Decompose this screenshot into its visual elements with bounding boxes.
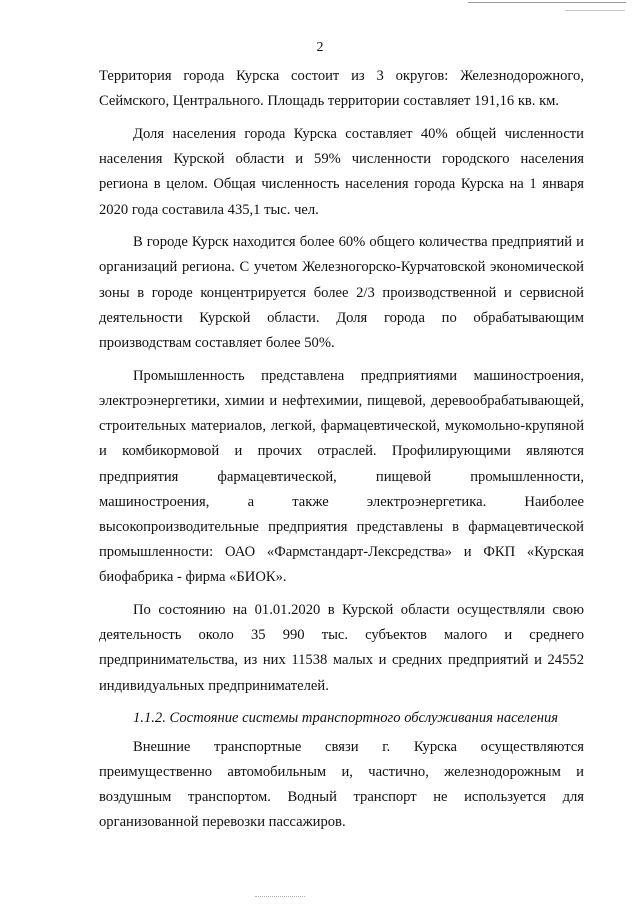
scan-artifact-line (255, 896, 305, 897)
paragraph-transport: Внешние транспортные связи г. Курска осуществляются преимущественно автомобильным и, частично, железнодорожным и воздушным транспортом. Водный транспорт не используется для организованной перевозки пассажиров. (99, 738, 584, 831)
paragraph-territory: Территория города Курска состоит из 3 округов: Железнодорожного, Сеймского, Центрального. Площадь территории составляет 191,16 кв. км. (99, 68, 584, 110)
scan-artifact-line (565, 10, 625, 11)
paragraph-population: Доля населения города Курска составляет 40% общей численности населения Курской области и 59% численности городского населения региона в целом. Общая численность населения города Курска на 1 января 2020 года составила 435,1 тыс. чел. (99, 125, 584, 218)
paragraph-small-business: По состоянию на 01.01.2020 в Курской области осуществляли свою деятельность около 35 990 тыс. субъектов малого и среднего предпринимательства, из них 11538 малых и средних предприятий и 24552 индивидуальных предпринимателей. (99, 602, 584, 694)
section-heading: 1.1.2. Состояние системы транспортного обслуживания населения (133, 710, 559, 727)
page-number: 2 (316, 40, 324, 55)
document-body (99, 64, 584, 843)
paragraph-industry: Промышленность представлена предприятиями машиностроения, электроэнергетики, химии и нефтехимии, пищевой, деревообрабатывающей, строительных материалов, легкой, фармацевтической, мукомольно-крупяной и комбикормовой и прочих отраслей. Профилирующими являются предприятия фармацевтической, пищевой промышленности, машиностроения, а также электроэнергетика. Наиболее высокопроизводительные предприятия представлены в фармацевтической промышленности: ОАО «Фармстандарт-Лексредства» и ФКП «Курская биофабрика - фирма «БИОК». (99, 367, 584, 586)
paragraph-enterprises: В городе Курск находится более 60% общего количества предприятий и организаций региона. С учетом Железногорско-Курчатовской экономической зоны в городе концентрируется более 2/3 производственной и сервисной деятельности Курской области. Доля города по обрабатывающим производствам составляет более 50%. (99, 234, 584, 352)
scan-artifact-line (468, 2, 626, 3)
